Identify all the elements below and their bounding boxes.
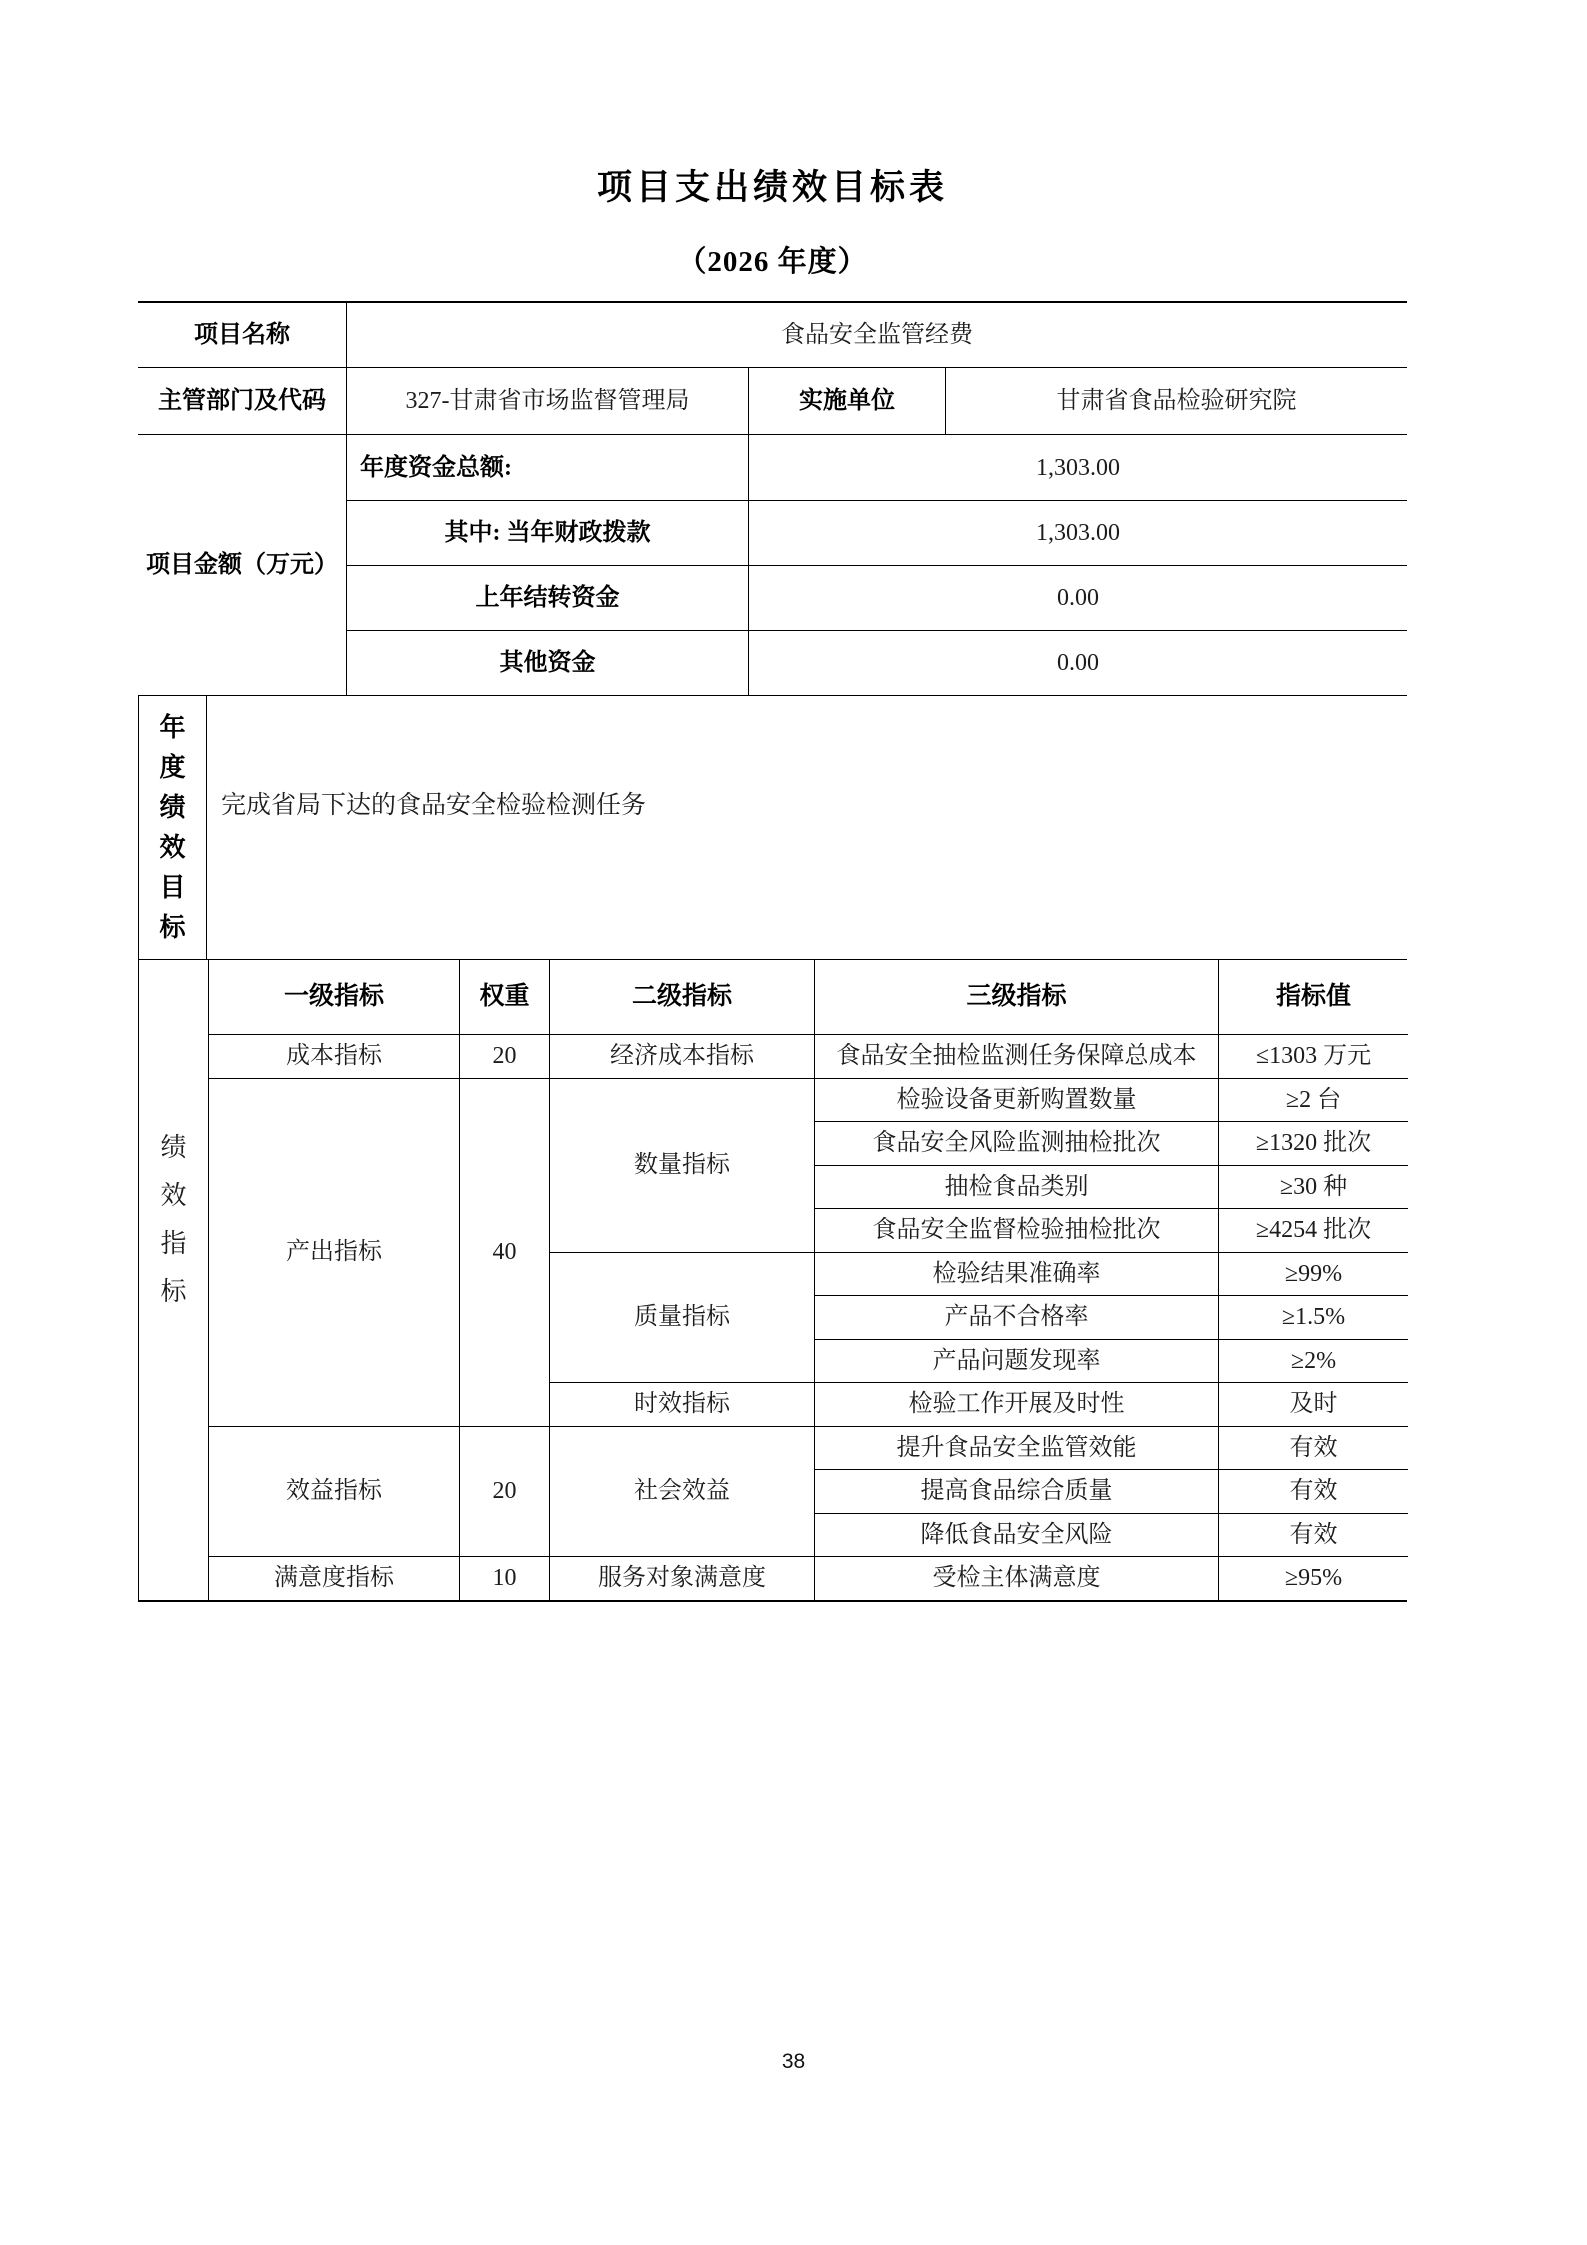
value-cell: ≥99%: [1218, 1252, 1408, 1296]
amount-row-value: 1,303.00: [748, 500, 1407, 565]
level3-cell: 食品安全抽检监测任务保障总成本: [814, 1034, 1218, 1078]
dept-value: 327-甘肃省市场监督管理局: [346, 368, 748, 434]
vertical-char: 年: [159, 712, 186, 742]
level3-cell: 检验设备更新购置数量: [814, 1078, 1218, 1122]
vertical-char: 目: [159, 872, 186, 902]
amount-row-label: 其他资金: [346, 630, 748, 695]
level2-timeliness: 时效指标: [549, 1382, 814, 1426]
level3-cell: 抽检食品类别: [814, 1165, 1218, 1209]
header-level1: 一级指标: [208, 960, 459, 1034]
vertical-char: 效: [159, 832, 186, 862]
page-number: 38: [781, 2050, 806, 2073]
level1-benefit: 效益指标: [208, 1426, 459, 1557]
vertical-char: 指: [160, 1228, 187, 1258]
section-indicators: [138, 959, 1407, 1602]
project-name-value: 食品安全监管经费: [346, 303, 1407, 367]
level2-quantity: 数量指标: [549, 1078, 814, 1252]
value-cell: ≤1303 万元: [1218, 1034, 1408, 1078]
vertical-char: 效: [160, 1180, 187, 1210]
value-cell: ≥95%: [1218, 1556, 1408, 1600]
value-cell: ≥1320 批次: [1218, 1121, 1408, 1165]
level3-cell: 降低食品安全风险: [814, 1513, 1218, 1557]
page-subtitle: （2026 年度）: [677, 246, 868, 278]
section-annual-goal: [138, 695, 1407, 959]
vertical-char: 度: [159, 752, 186, 782]
amount-row-value: 0.00: [748, 565, 1407, 630]
level1-cost: 成本指标: [208, 1034, 459, 1078]
level3-cell: 食品安全风险监测抽检批次: [814, 1121, 1218, 1165]
weight-output: 40: [459, 1078, 549, 1426]
indicators-vertical-label: [139, 960, 208, 1600]
row-project-name: [138, 301, 1407, 367]
value-cell: 有效: [1218, 1469, 1408, 1513]
impl-unit-value: 甘肃省食品检验研究院: [945, 368, 1407, 434]
amount-row-value: 1,303.00: [748, 435, 1407, 500]
amount-row-label: 上年结转资金: [346, 565, 748, 630]
weight-benefit: 20: [459, 1426, 549, 1557]
section-project-amount: [138, 434, 1407, 695]
value-cell: ≥2%: [1218, 1339, 1408, 1383]
level3-cell: 产品不合格率: [814, 1295, 1218, 1339]
level3-cell: 受检主体满意度: [814, 1556, 1218, 1600]
impl-unit-label: 实施单位: [748, 368, 945, 434]
header-level2: 二级指标: [549, 960, 814, 1034]
weight-satisfaction: 10: [459, 1556, 549, 1600]
level2-quality: 质量指标: [549, 1252, 814, 1383]
level3-cell: 提高食品综合质量: [814, 1469, 1218, 1513]
vertical-char: 标: [159, 912, 186, 942]
dept-label: 主管部门及代码: [158, 388, 326, 414]
level2-service-satisfaction: 服务对象满意度: [549, 1556, 814, 1600]
value-cell: 有效: [1218, 1513, 1408, 1557]
project-name-label: 项目名称: [194, 322, 290, 348]
level3-cell: 提升食品安全监管效能: [814, 1426, 1218, 1470]
level3-cell: 检验工作开展及时性: [814, 1382, 1218, 1426]
annual-goal-vertical-label: [139, 696, 206, 959]
vertical-char: 绩: [160, 1132, 187, 1162]
level3-cell: 产品问题发现率: [814, 1339, 1218, 1383]
value-cell: ≥30 种: [1218, 1165, 1408, 1209]
amount-row-label: 年度资金总额:: [346, 435, 748, 500]
amount-row-label: 其中: 当年财政拨款: [346, 500, 748, 565]
value-cell: ≥1.5%: [1218, 1295, 1408, 1339]
value-cell: 及时: [1218, 1382, 1408, 1426]
level1-satisfaction: 满意度指标: [208, 1556, 459, 1600]
row-department: [138, 367, 1407, 434]
annual-goal-content: 完成省局下达的食品安全检验检测任务: [206, 696, 1408, 959]
vertical-char: 绩: [159, 792, 186, 822]
amount-label: 项目金额（万元）: [146, 552, 338, 578]
performance-target-table: [138, 301, 1407, 1602]
page-title: 项目支出绩效目标表: [596, 168, 948, 207]
vertical-char: 标: [160, 1276, 187, 1306]
level3-cell: 食品安全监督检验抽检批次: [814, 1208, 1218, 1252]
header-value: 指标值: [1218, 960, 1408, 1034]
header-weight: 权重: [459, 960, 549, 1034]
level3-cell: 检验结果准确率: [814, 1252, 1218, 1296]
header-level3: 三级指标: [814, 960, 1218, 1034]
amount-row-value: 0.00: [748, 630, 1407, 695]
level1-output: 产出指标: [208, 1078, 459, 1426]
document-content: [138, 166, 1407, 1602]
value-cell: ≥4254 批次: [1218, 1208, 1408, 1252]
value-cell: ≥2 台: [1218, 1078, 1408, 1122]
weight-cost: 20: [459, 1034, 549, 1078]
value-cell: 有效: [1218, 1426, 1408, 1470]
level2-economic-cost: 经济成本指标: [549, 1034, 814, 1078]
level2-social: 社会效益: [549, 1426, 814, 1557]
